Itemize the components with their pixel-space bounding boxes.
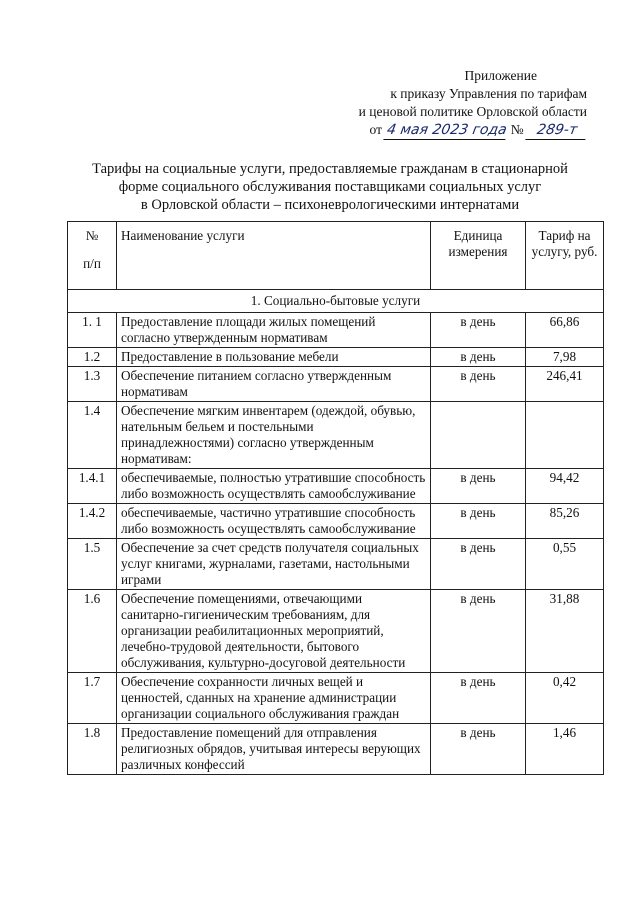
- document-title: [60, 160, 600, 214]
- header-num: [68, 222, 117, 290]
- header-num-label: п/п: [83, 256, 101, 271]
- tariff-value: 1,46: [526, 724, 604, 775]
- tariff-value: 7,98: [526, 348, 604, 367]
- header-num-symbol: №: [85, 228, 99, 243]
- service-name: Предоставление в пользование мебели: [117, 348, 431, 367]
- tariff-table: [67, 221, 604, 775]
- service-name: Обеспечение мягким инвентарем (одеждой, обувью, нательным бельем и постельными принадлежностями) согласно утвержденным нормативам:: [117, 402, 431, 469]
- section-title: 1. Социально-бытовые услуги: [68, 290, 604, 313]
- unit-of-measure: в день: [431, 348, 526, 367]
- title-line-1: Тарифы на социальные услуги, предоставляемые гражданам в стационарной: [92, 161, 568, 177]
- service-name: Обеспечение сохранности личных вещей и ценностей, сданных на хранение администрации организации социального обслуживания граждан: [117, 673, 431, 724]
- unit-of-measure: [431, 402, 526, 469]
- table-row: [68, 313, 604, 348]
- unit-of-measure: в день: [431, 367, 526, 402]
- tariff-value: 31,88: [526, 590, 604, 673]
- service-name: Предоставление площади жилых помещений согласно утвержденным нормативам: [117, 313, 431, 348]
- unit-of-measure: в день: [431, 539, 526, 590]
- table-row: [68, 590, 604, 673]
- row-number: 1.5: [68, 539, 117, 590]
- row-number: 1. 1: [68, 313, 117, 348]
- tariff-value: 0,55: [526, 539, 604, 590]
- service-name: Обеспечение за счет средств получателя социальных услуг книгами, журналами, газетами, настольными играми: [117, 539, 431, 590]
- appendix-block: [267, 67, 587, 140]
- appendix-title: Приложение: [464, 68, 537, 83]
- date-prefix: от: [369, 122, 382, 137]
- row-number: 1.4.1: [68, 469, 117, 504]
- unit-of-measure: в день: [431, 504, 526, 539]
- appendix-authority-line: и ценовой политике Орловской области: [358, 104, 587, 119]
- table-row: [68, 539, 604, 590]
- title-line-3: в Орловской области – психоневрологическими интернатами: [140, 197, 520, 213]
- tariff-value: 246,41: [526, 367, 604, 402]
- tariff-value: 94,42: [526, 469, 604, 504]
- service-name: Обеспечение питанием согласно утвержденным нормативам: [117, 367, 431, 402]
- service-name: Предоставление помещений для отправления религиозных обрядов, учитывая интересы верующих различных конфессий: [117, 724, 431, 775]
- table-row: [68, 724, 604, 775]
- table-row: [68, 348, 604, 367]
- tariff-value: [526, 402, 604, 469]
- row-number: 1.2: [68, 348, 117, 367]
- row-number: 1.7: [68, 673, 117, 724]
- tariff-value: 66,86: [526, 313, 604, 348]
- unit-of-measure: в день: [431, 590, 526, 673]
- table-row: [68, 367, 604, 402]
- unit-of-measure: в день: [431, 469, 526, 504]
- unit-of-measure: в день: [431, 724, 526, 775]
- row-number: 1.4.2: [68, 504, 117, 539]
- tariff-value: 85,26: [526, 504, 604, 539]
- row-number: 1.8: [68, 724, 117, 775]
- table-row: [68, 504, 604, 539]
- service-name: Обеспечение помещениями, отвечающими санитарно-гигиеническим требованиям, для организации реабилитационных мероприятий, лечебно-трудовой деятельности, бытового обслуживания, культурно-досуговой деятельности: [117, 590, 431, 673]
- row-number: 1.3: [68, 367, 117, 402]
- header-service-name: Наименование услуги: [117, 222, 431, 290]
- row-number: 1.4: [68, 402, 117, 469]
- service-name: обеспечиваемые, полностью утратившие способность либо возможность осуществлять самообслуживание: [117, 469, 431, 504]
- number-prefix: №: [510, 122, 524, 137]
- table-row: [68, 402, 604, 469]
- tariff-value: 0,42: [526, 673, 604, 724]
- appendix-date-line: [267, 121, 587, 140]
- section-row: [68, 290, 604, 313]
- header-unit: Единица измерения: [431, 222, 526, 290]
- handwritten-order-number: 289-т: [525, 121, 588, 140]
- service-name: обеспечиваемые, частично утратившие способность либо возможность осуществлять самообслуживание: [117, 504, 431, 539]
- handwritten-date: 4 мая 2023 года: [384, 121, 509, 140]
- title-line-2: форме социального обслуживания поставщиками социальных услуг: [118, 179, 542, 195]
- unit-of-measure: в день: [431, 673, 526, 724]
- row-number: 1.6: [68, 590, 117, 673]
- header-tariff: Тариф на услугу, руб.: [526, 222, 604, 290]
- appendix-order-line: к приказу Управления по тарифам: [390, 86, 587, 101]
- unit-of-measure: в день: [431, 313, 526, 348]
- table-row: [68, 673, 604, 724]
- table-header-row: [68, 222, 604, 290]
- table-row: [68, 469, 604, 504]
